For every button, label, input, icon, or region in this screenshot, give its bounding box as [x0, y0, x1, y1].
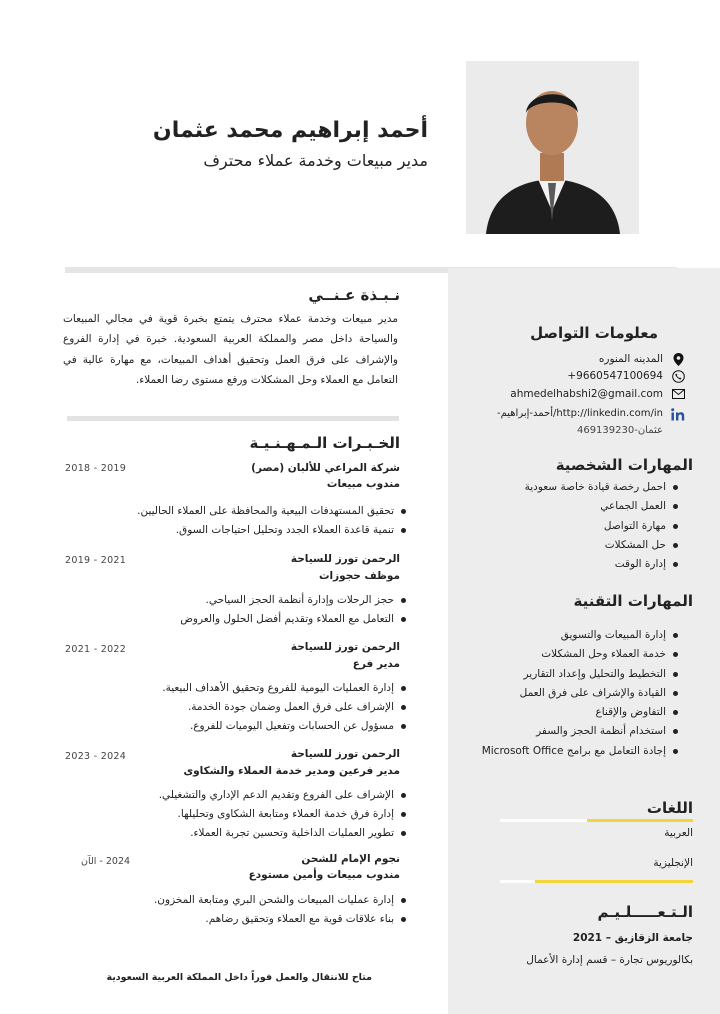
person-name: أحمد إبراهيم محمد عثمان	[152, 118, 428, 143]
language-arabic: العربية	[664, 827, 693, 839]
about-title: نـبـذة عـنــي	[308, 286, 400, 304]
technical-skills-title: المهارات التقنية	[573, 592, 693, 610]
list-item: القيادة والإشراف على فرق العمل	[480, 684, 680, 703]
language-bar-english	[500, 880, 693, 883]
list-item: إدارة فرق خدمة العملاء ومتابعة الشكاوى وتحليلها.	[159, 805, 408, 824]
list-item: إدارة عمليات المبيعات والشحن البري ومتابعة المخزون.	[154, 891, 408, 910]
list-item: استخدام أنظمة الحجز والسفر	[480, 722, 680, 741]
contact-linkedin[interactable]	[465, 405, 685, 435]
language-bar-arabic	[500, 819, 693, 822]
linkedin-line-2: عثمان-469139230	[576, 425, 663, 435]
list-item: إجادة التعامل مع برامج Microsoft Office	[480, 742, 680, 761]
section-divider	[67, 416, 399, 421]
list-item: تحقيق المستهدفات البيعية والمحافظة على العملاء الحاليين.	[137, 502, 408, 521]
job-date: 2018 - 2019	[65, 463, 127, 474]
contact-location	[465, 350, 685, 368]
phone-icon	[671, 369, 685, 383]
job-role: مدير فرعين ومدير خدمة العملاء والشكاوى	[183, 765, 400, 777]
job-company: الرحمن تورز للسياحة	[290, 748, 400, 760]
job-date: 2019 - 2021	[65, 555, 127, 566]
list-item: الإشراف على الفروع وتقديم الدعم الإداري والتشغيلي.	[159, 786, 408, 805]
list-item: إدارة الوقت	[470, 555, 680, 574]
education-title: الـتـعـــــلـيـم	[597, 903, 693, 921]
job-company: الرحمن تورز للسياحة	[290, 641, 400, 653]
list-item: احمل رخصة قيادة خاصة سعودية	[470, 478, 680, 497]
list-item: حل المشكلات	[470, 536, 680, 555]
contact-phone[interactable]	[465, 367, 685, 385]
language-bar-fill	[587, 819, 693, 822]
languages-title: اللغات	[646, 799, 693, 817]
list-item: التخطيط والتحليل وإعداد التقارير	[480, 665, 680, 684]
job-date: 2021 - 2022	[65, 644, 127, 655]
about-text: مدير مبيعات وخدمة عملاء محترف يتمتع بخبرة قوية في مجالي المبيعات والسياحة داخل مصر والمملكة العربية السعودية. خبرة في إدارة الفروع والإشراف على فرق العمل وتحقيق أهداف المبيعات، مع مهارة عالية في التعامل مع العملاء وحل المشكلات ورفع مستوى رضا العملاء.	[63, 313, 398, 387]
list-item: الإشراف على فرق العمل وضمان جودة الخدمة.	[162, 698, 408, 717]
profile-photo	[466, 61, 639, 234]
list-item: مسؤول عن الحسابات وتفعيل اليوميات للفروع.	[162, 717, 408, 736]
job-role: مدير فرع	[352, 658, 400, 670]
list-item: تنمية قاعدة العملاء الجدد وتحليل احتياجات السوق.	[137, 521, 408, 540]
list-item: العمل الجماعي	[470, 497, 680, 516]
job-company: نجوم الإمام للشحن	[301, 853, 400, 865]
language-english: الإنجليزية	[653, 857, 693, 869]
personal-skills-list	[470, 478, 680, 574]
technical-skills-list	[480, 626, 680, 761]
contact-title: معلومات التواصل	[530, 324, 658, 342]
phone-text: +9660547100694	[567, 370, 663, 382]
experience-title: الخـبـرات الـمـهـنـيـة	[249, 434, 400, 452]
contact-email[interactable]	[465, 385, 685, 403]
list-item: إدارة العمليات اليومية للفروع وتحقيق الأهداف البيعية.	[162, 679, 408, 698]
person-silhouette-icon	[466, 61, 639, 234]
location-text: المدينه المنوره	[598, 353, 663, 365]
list-item: تطوير العمليات الداخلية وتحسين تجربة العملاء.	[159, 824, 408, 843]
job-bullets	[154, 891, 408, 929]
list-item: إدارة المبيعات والتسويق	[480, 626, 680, 645]
linkedin-icon	[671, 407, 685, 421]
list-item: بناء علاقات قوية مع العملاء وتحقيق رضاهم.	[154, 910, 408, 929]
job-role: مندوب مبيعات وأمين مستودع	[248, 869, 400, 881]
job-bullets	[180, 591, 408, 629]
job-date: 2024 - الآن	[81, 856, 131, 867]
job-role: مندوب مبيعات	[326, 478, 400, 490]
personal-skills-title: المهارات الشخصية	[555, 456, 693, 474]
education-school: جامعة الزقازيق – 2021	[572, 932, 693, 944]
job-date: 2023 - 2024	[65, 751, 127, 762]
list-item: خدمة العملاء وحل المشكلات	[480, 645, 680, 664]
job-company: الرحمن تورز للسياحة	[290, 553, 400, 565]
list-item: التفاوض والإقناع	[480, 703, 680, 722]
availability-note: متاح للانتقال والعمل فوراً داخل المملكة العربية السعودية	[106, 972, 372, 983]
list-item: التعامل مع العملاء وتقديم أفضل الحلول والعروض	[180, 610, 408, 629]
job-bullets	[137, 502, 408, 540]
job-company: شركة المراعي للألبان (مصر)	[251, 462, 400, 474]
language-bar-fill	[535, 880, 693, 883]
job-role: موظف حجوزات	[318, 570, 400, 582]
list-item: مهارة التواصل	[470, 517, 680, 536]
envelope-icon	[671, 387, 685, 401]
linkedin-line-1: http://linkedin.com/in/أحمد-إبراهيم-	[497, 408, 663, 419]
list-item: حجز الرحلات وإدارة أنظمة الحجز السياحي.	[180, 591, 408, 610]
education-degree: بكالوريوس تجارة – قسم إدارة الأعمال	[526, 954, 693, 966]
job-title: مدير مبيعات وخدمة عملاء محترف	[203, 151, 428, 170]
location-pin-icon	[671, 352, 685, 366]
email-text: ahmedelhabshi2@gmail.com	[510, 388, 663, 400]
job-bullets	[162, 679, 408, 737]
job-bullets	[159, 786, 408, 844]
